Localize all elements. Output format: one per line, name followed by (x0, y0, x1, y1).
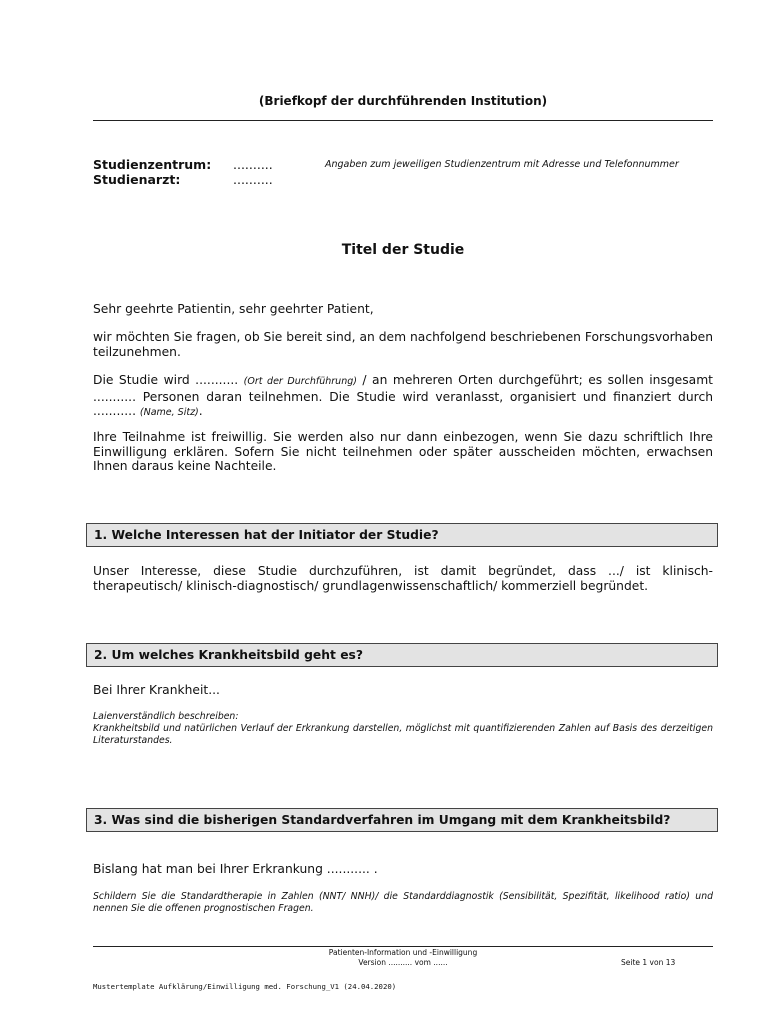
study-doctor-row (93, 172, 325, 187)
section-heading-1: 1. Welche Interessen hat der Initiator der Studie? (94, 528, 439, 542)
study-meta (93, 157, 325, 187)
page-number: Seite 1 von 13 (621, 958, 676, 967)
section-body-1: Unser Interesse, diese Studie durchzuführen, ist damit begründet, dass .../ ist klinisch-therapeutisch/ klinisch-diagnostisch/ grundlagenwissenschaftlich/ kommerziell begründet. (93, 564, 713, 593)
footer-divider (93, 946, 713, 947)
study-center-note: Angaben zum jeweiligen Studienzentrum mit Adresse und Telefonnummer (325, 159, 679, 170)
salutation: Sehr geehrte Patientin, sehr geehrter Patient, (93, 302, 374, 316)
intro-paragraph-3: Ihre Teilnahme ist freiwillig. Sie werden also nur dann einbezogen, wenn Sie dazu schriftlich Ihre Einwilligung erklären. Sofern Sie nicht teilnehmen oder später ausscheiden möchten, erwachsen Ihnen daraus keine Nachteile. (93, 430, 713, 473)
intro-paragraph-2 (93, 373, 713, 421)
section-heading-box-3 (86, 808, 718, 832)
study-center-row (93, 157, 325, 172)
study-doctor-value: .......... (233, 172, 273, 187)
study-center-label: Studienzentrum: (93, 157, 212, 172)
footer-version: Version .......... vom ...... (358, 958, 448, 967)
study-doctor-label: Studienarzt: (93, 172, 181, 187)
section-heading-box-2 (86, 643, 718, 667)
section-body-3: Bislang hat man bei Ihrer Erkrankung ........... . (93, 862, 378, 876)
section-heading-3: 3. Was sind die bisherigen Standardverfahren im Umgang mit dem Krankheitsbild? (94, 813, 671, 827)
intro-paragraph-1: wir möchten Sie fragen, ob Sie bereit sind, an dem nachfolgend beschriebenen Forschungsvorhaben teilzunehmen. (93, 330, 713, 359)
footer-doc-title: Patienten-Information und -Einwilligung (328, 948, 478, 957)
intro-p2-end: . (198, 404, 203, 418)
intro-p2-text-a: Die Studie wird ........... (93, 373, 244, 387)
section-body-2: Bei Ihrer Krankheit... (93, 683, 220, 697)
section-hint-title-2: Laienverständlich beschreiben: (93, 711, 239, 722)
footer-info (93, 948, 713, 968)
letterhead-placeholder: (Briefkopf der durchführenden Institution) (258, 94, 548, 108)
header-divider (93, 120, 713, 121)
section-heading-box-1 (86, 523, 718, 547)
section-hint-2: Krankheitsbild und natürlichen Verlauf der Erkrankung darstellen, möglichst mit quantifizierenden Zahlen auf Basis des derzeitigen Literaturstandes. (93, 723, 713, 746)
template-note: Mustertemplate Aufklärung/Einwilligung med. Forschung_V1 (24.04.2020) (93, 982, 397, 991)
study-title: Titel der Studie (341, 242, 465, 258)
study-center-value: .......... (233, 157, 273, 172)
intro-p2-text-b: / an mehreren Orten durchgeführt; es sollen insgesamt ........... Personen daran teilnehmen. Die Studie wird veranlasst, organisiert und finanziert durch ........... (93, 373, 713, 418)
sponsor-hint: (Name, Sitz) (139, 407, 199, 418)
section-heading-2: 2. Um welches Krankheitsbild geht es? (94, 648, 363, 662)
section-hint-3: Schildern Sie die Standardtherapie in Zahlen (NNT/ NNH)/ die Standarddiagnostik (Sensibilität, Spezifität, likelihood ratio) und nennen Sie die offenen prognostischen Fragen. (93, 891, 713, 914)
location-hint: (Ort der Durchführung) (243, 376, 357, 387)
